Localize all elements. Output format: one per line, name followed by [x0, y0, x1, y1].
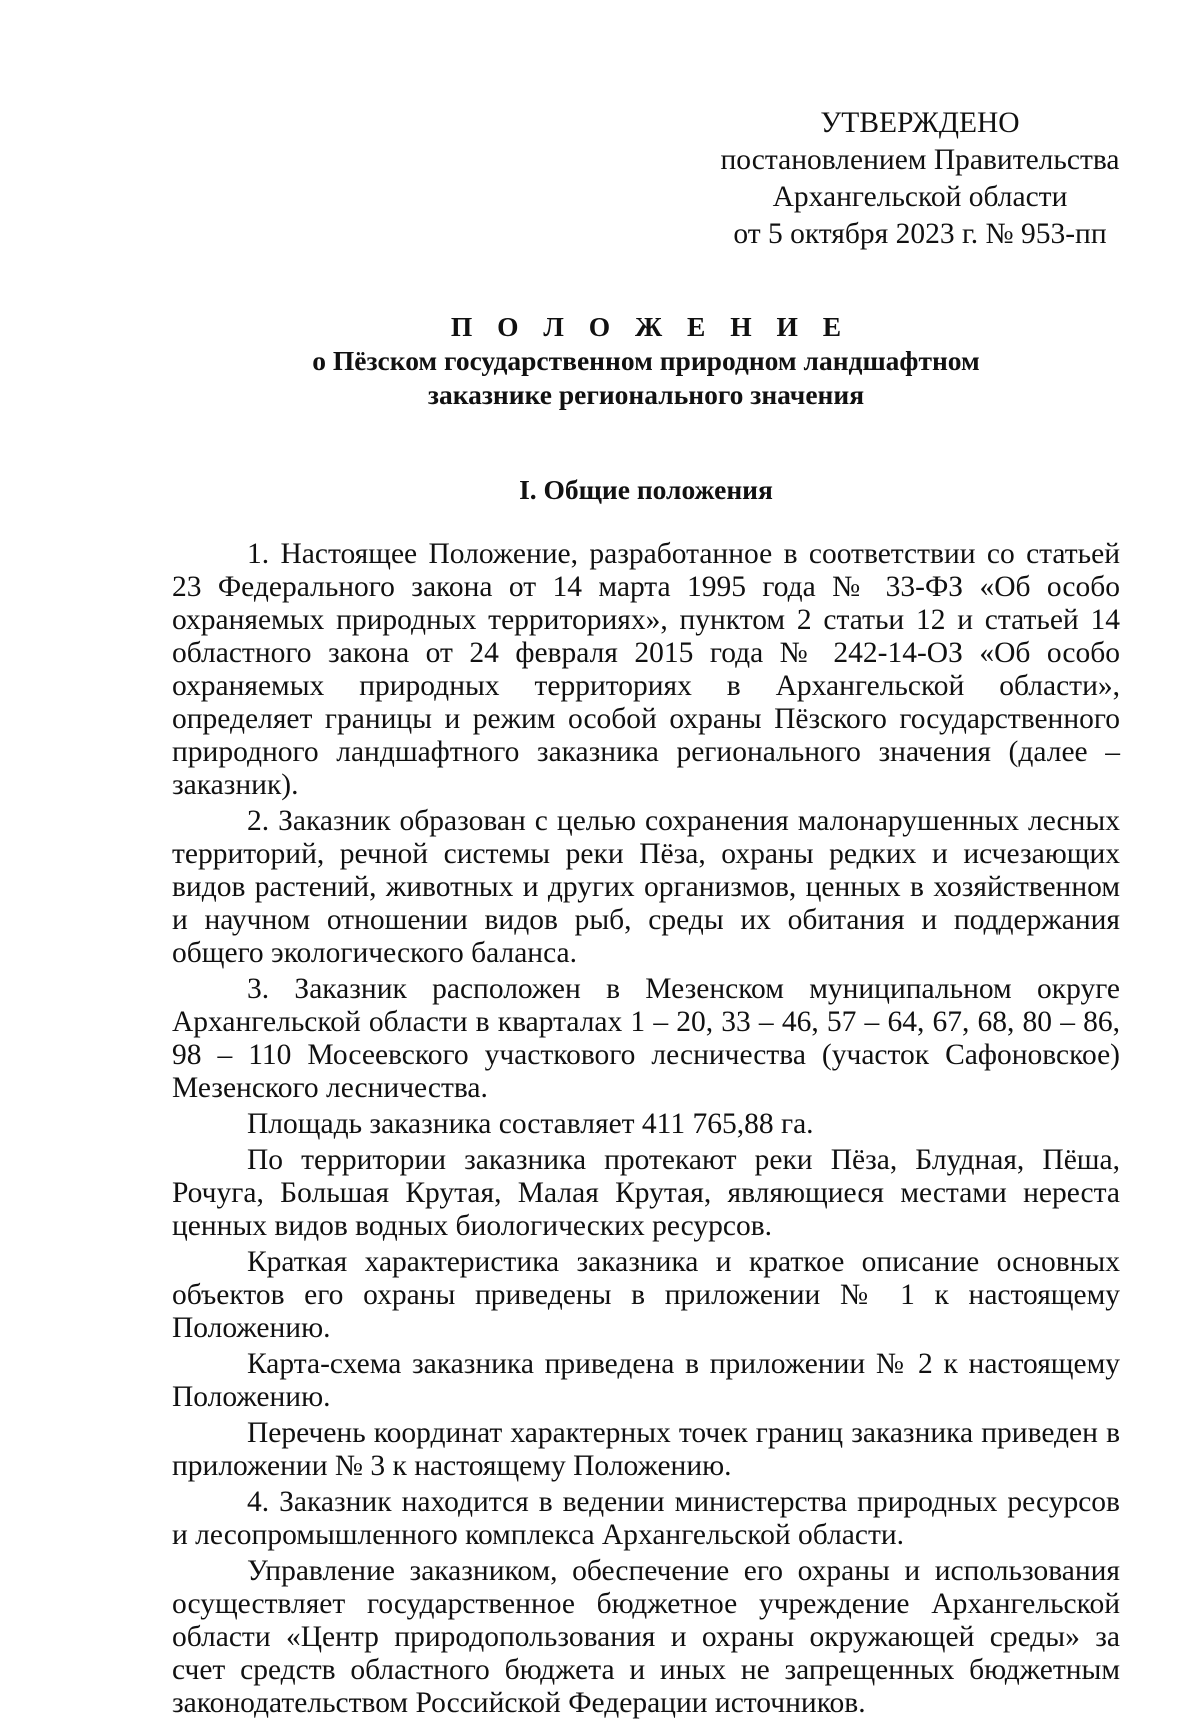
paragraph-appendix-3: Перечень координат характерных точек границ заказника приведен в приложении № 3 к настоящему Положению.: [172, 1417, 1120, 1482]
paragraph-rivers: По территории заказника протекают реки Пёза, Блудная, Пёша, Рочуга, Большая Крутая, Малая Крутая, являющиеся местами нереста ценных видов водных биологических ресурсов.: [172, 1144, 1120, 1242]
document-body: [172, 538, 1120, 1720]
document-heading: [172, 310, 1120, 412]
approval-line-approved: УТВЕРЖДЕНО: [820, 107, 1020, 139]
paragraph-1: 1. Настоящее Положение, разработанное в соответствии со статьей 23 Федерального закона от 14 марта 1995 года № 33-ФЗ «Об особо охраняемых природных территориях», пунктом 2 статьи 12 и статьей 14 областного закона от 24 февраля 2015 года № 242-14-ОЗ «Об особо охраняемых природных территориях в Архангельской области», определяет границы и режим особой охраны Пёзского государственного природного ландшафтного заказника регионального значения (далее – заказник).: [172, 538, 1120, 801]
approval-line-resolution: постановлением Правительства: [720, 144, 1120, 176]
paragraph-management: Управление заказником, обеспечение его охраны и использования осуществляет государственное бюджетное учреждение Архангельской области «Центр природопользования и охраны окружающей среды» за счет средств областного бюджета и иных не запрещенных бюджетным законодательством Российской Федерации источников.: [172, 1555, 1120, 1719]
paragraph-4: 4. Заказник находится в ведении министерства природных ресурсов и лесопромышленного комплекса Архангельской области.: [172, 1486, 1120, 1551]
approval-line-region: Архангельской области: [772, 181, 1068, 213]
paragraph-3: 3. Заказник расположен в Мезенском муниципальном округе Архангельской области в кварталах 1 – 20, 33 – 46, 57 – 64, 67, 68, 80 – 86, 98 – 110 Мосеевского участкового лесничества (участок Сафоновское) Мезенского лесничества.: [172, 973, 1120, 1104]
document-title: П О Л О Ж Е Н И Е: [450, 311, 851, 342]
document-subtitle-line-2: заказнике регионального значения: [427, 379, 865, 410]
approval-stamp: [700, 105, 1140, 253]
document-subtitle-line-1: о Пёзском государственном природном ландшафтном: [312, 345, 980, 376]
paragraph-appendix-1: Краткая характеристика заказника и краткое описание основных объектов его охраны приведены в приложении № 1 к настоящему Положению.: [172, 1246, 1120, 1344]
approval-line-date-number: от 5 октября 2023 г. № 953-пп: [733, 218, 1107, 250]
paragraph-2: 2. Заказник образован с целью сохранения малонарушенных лесных территорий, речной системы реки Пёза, охраны редких и исчезающих видов растений, животных и других организмов, ценных в хозяйственном и научном отношении видов рыб, среды их обитания и поддержания общего экологического баланса.: [172, 805, 1120, 969]
paragraph-appendix-2: Карта-схема заказника приведена в приложении № 2 к настоящему Положению.: [172, 1348, 1120, 1413]
section-title: I. Общие положения: [519, 474, 773, 505]
paragraph-area: Площадь заказника составляет 411 765,88 га.: [247, 1108, 814, 1140]
